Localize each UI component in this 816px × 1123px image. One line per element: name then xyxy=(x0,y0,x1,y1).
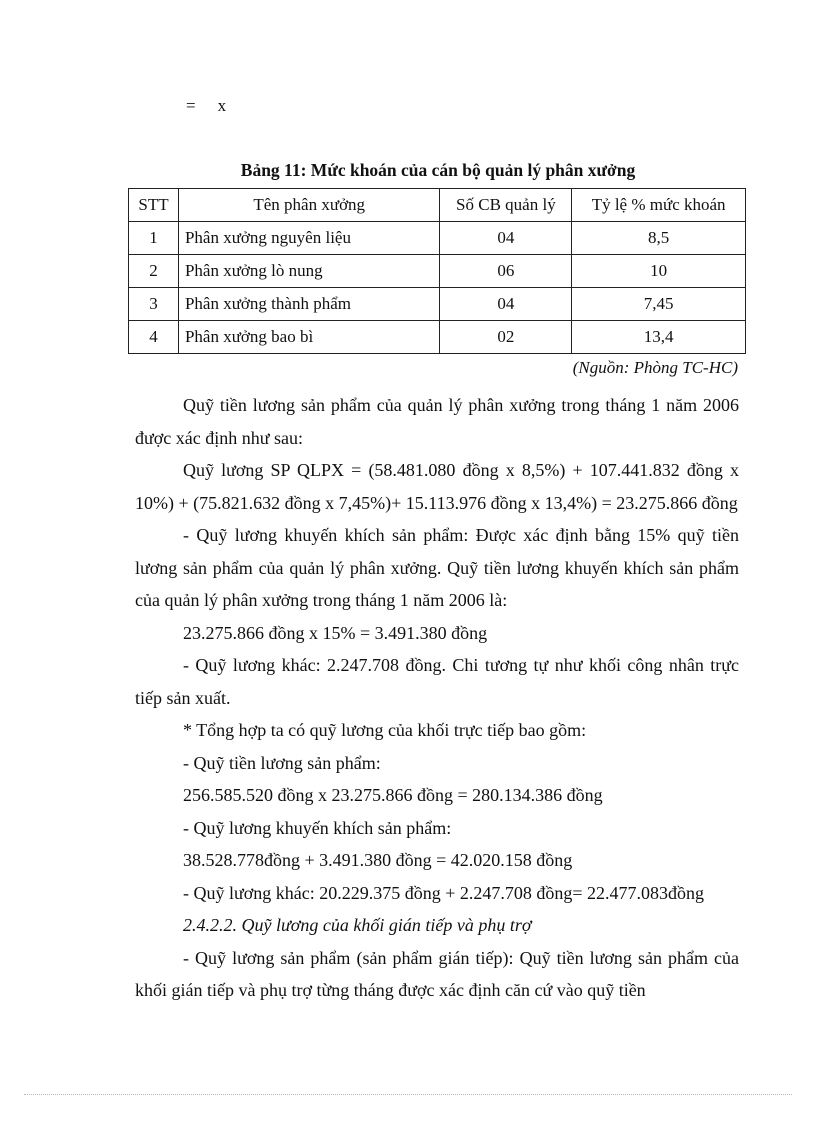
cell-manager-count: 04 xyxy=(440,222,572,255)
equation-line xyxy=(186,96,248,116)
paragraph-intro: Quỹ tiền lương sản phẩm của quản lý phân xưởng trong tháng 1 năm 2006 được xác định như sau: xyxy=(135,395,739,448)
table-row xyxy=(129,288,746,321)
cell-quota-rate: 7,45 xyxy=(572,288,746,321)
cell-stt: 1 xyxy=(129,222,179,255)
calc-other-total: - Quỹ lương khác: 20.229.375 đồng + 2.247.708 đồng= 22.477.083đồng xyxy=(183,882,705,903)
workshop-quota-table xyxy=(128,188,746,354)
paragraph-incentive-fund: - Quỹ lương khuyến khích sản phẩm: Được xác định bằng 15% quỹ tiền lương sản phẩm của quản lý phân xưởng. Quỹ tiền lương khuyến khích sản phẩm của quản lý phân xưởng trong tháng 1 năm 2006 là: xyxy=(135,525,739,610)
body-text xyxy=(135,389,739,1007)
header-manager-count: Số CB quản lý xyxy=(440,189,572,222)
page-bottom-rule xyxy=(24,1094,792,1095)
header-stt: STT xyxy=(129,189,179,222)
calc-incentive: 23.275.866 đồng x 15% = 3.491.380 đồng xyxy=(183,622,488,643)
header-quota-rate: Tỷ lệ % mức khoán xyxy=(572,189,746,222)
table-row xyxy=(129,255,746,288)
table-row xyxy=(129,321,746,354)
calc-product-fund: 256.585.520 đồng x 23.275.866 đồng = 280.134.386 đồng xyxy=(183,785,603,805)
header-workshop-name: Tên phân xưởng xyxy=(178,189,440,222)
cell-manager-count: 04 xyxy=(440,288,572,321)
equation-variable: x xyxy=(217,96,227,115)
table-caption: Bảng 11: Mức khoán của cán bộ quản lý phân xưởng xyxy=(240,160,636,180)
list-item: - Quỹ tiền lương sản phẩm: xyxy=(183,752,381,773)
table-source-note: (Nguồn: Phòng TC-HC) xyxy=(572,358,738,377)
calc-incentive-total: 38.528.778đồng + 3.491.380 đồng = 42.020.158 đồng xyxy=(183,850,573,870)
cell-workshop-name: Phân xưởng lò nung xyxy=(178,255,440,288)
paragraph-other-fund: - Quỹ lương khác: 2.247.708 đồng. Chi tương tự như khối công nhân trực tiếp sản xuất. xyxy=(135,655,739,708)
paragraph-indirect-fund: - Quỹ lương sản phẩm (sản phẩm gián tiếp): Quỹ tiền lương sản phẩm của khối gián tiếp và phụ trợ từng tháng được xác định căn cứ vào quỹ tiền xyxy=(135,947,739,1000)
equals-sign: = xyxy=(186,96,196,115)
table-header-row xyxy=(129,189,746,222)
cell-manager-count: 06 xyxy=(440,255,572,288)
cell-quota-rate: 8,5 xyxy=(572,222,746,255)
cell-workshop-name: Phân xưởng thành phẩm xyxy=(178,288,440,321)
cell-quota-rate: 13,4 xyxy=(572,321,746,354)
cell-workshop-name: Phân xưởng nguyên liệu xyxy=(178,222,440,255)
summary-heading: * Tổng hợp ta có quỹ lương của khối trực tiếp bao gồm: xyxy=(183,720,587,740)
paragraph-formula: Quỹ lương SP QLPX = (58.481.080 đồng x 8,5%) + 107.441.832 đồng x 10%) + (75.821.632 đồng x 7,45%)+ 15.113.976 đồng x 13,4%) = 23.275.866 đồng xyxy=(135,460,739,513)
section-heading: 2.4.2.2. Quỹ lương của khối gián tiếp và phụ trợ xyxy=(183,915,532,935)
list-item: - Quỹ lương khuyến khích sản phẩm: xyxy=(183,817,452,838)
cell-quota-rate: 10 xyxy=(572,255,746,288)
cell-stt: 2 xyxy=(129,255,179,288)
cell-manager-count: 02 xyxy=(440,321,572,354)
cell-stt: 4 xyxy=(129,321,179,354)
cell-stt: 3 xyxy=(129,288,179,321)
cell-workshop-name: Phân xưởng bao bì xyxy=(178,321,440,354)
table-row xyxy=(129,222,746,255)
